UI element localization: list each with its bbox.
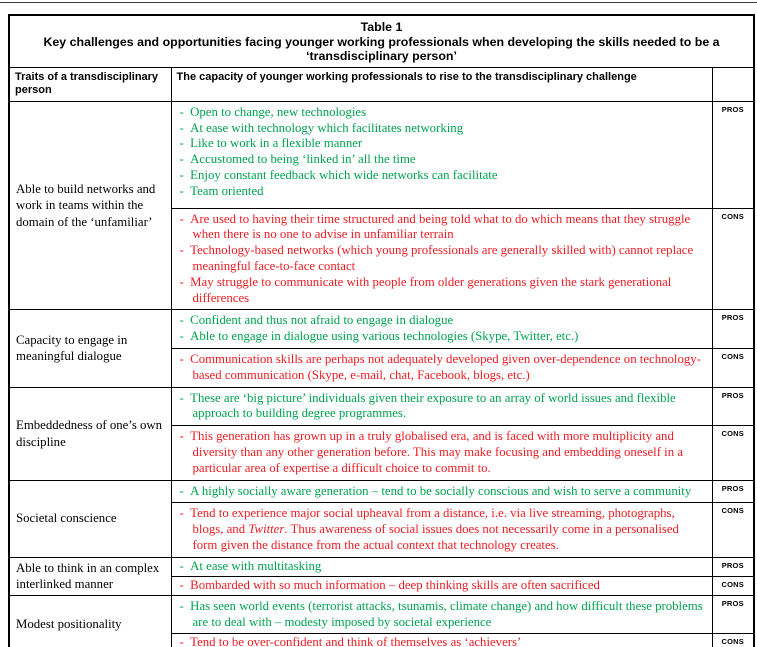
pros-badge: PROS xyxy=(712,101,754,208)
pros-cell xyxy=(171,310,712,349)
list-item: - Accustomed to being ‘linked in’ all the time xyxy=(180,152,707,168)
cons-cell xyxy=(171,208,712,310)
pros-cell xyxy=(171,557,712,576)
cons-badge: CONS xyxy=(712,576,754,595)
list-item: - At ease with technology which facilitates networking xyxy=(180,121,707,137)
list-item: - These are ‘big picture’ individuals given their exposure to an array of world issues and flexible approach to building degree programmes. xyxy=(180,391,707,423)
cons-cell xyxy=(171,348,712,387)
table-row xyxy=(9,310,754,349)
trait-cell: Able to build networks and work in teams within the domain of the ‘unfamiliar’ xyxy=(9,101,171,310)
trait-cell: Embeddedness of one’s own discipline xyxy=(9,387,171,480)
list-item: - At ease with multitasking xyxy=(180,559,707,575)
cons-badge: CONS xyxy=(712,426,754,480)
trait-cell: Able to think in an complex interlinked manner xyxy=(9,557,171,595)
list-item: - Bombarded with so much information – deep thinking skills are often sacrificed xyxy=(180,578,707,594)
cons-cell xyxy=(171,503,712,557)
pros-badge: PROS xyxy=(712,387,754,426)
column-header-empty xyxy=(712,67,754,101)
cons-badge: CONS xyxy=(712,208,754,310)
list-item: - Like to work in a flexible manner xyxy=(180,136,707,152)
pros-cell xyxy=(171,101,712,208)
list-item: - Tend to be over-confident and think of themselves as ‘achievers’ xyxy=(180,635,707,647)
list-item: - Open to change, new technologies xyxy=(180,105,707,121)
list-item: - Has seen world events (terrorist attacks, tsunamis, climate change) and how difficult these problems are to deal with – modesty imposed by societal experience xyxy=(180,599,707,631)
list-item-text: Tend to experience major social upheaval from a distance, i.e. via live streaming, photographs, blogs, and xyxy=(190,506,675,537)
list-item: - This generation has grown up in a truly globalised era, and is faced with more multiplicity and diversity than any other generation before. This may make focusing and embedding oneself in a particular area of expertise a difficult choice to commit to. xyxy=(180,429,707,476)
trait-cell: Modest positionality xyxy=(9,595,171,647)
trait-cell: Societal conscience xyxy=(9,480,171,557)
pros-badge: PROS xyxy=(712,480,754,503)
list-item: - Communication skills are perhaps not adequately developed given over-dependence on technology-based communication (Skype, e-mail, chat, Facebook, blogs, etc.) xyxy=(180,352,707,384)
table-title-row xyxy=(9,15,754,67)
column-header-row xyxy=(9,67,754,101)
pros-cell xyxy=(171,480,712,503)
list-item: - Are used to having their time structured and being told what to do which means that they struggle when there is no one to advise in unfamiliar terrain xyxy=(180,212,707,244)
list-item: - Confident and thus not afraid to engage in dialogue xyxy=(180,313,707,329)
pros-cell xyxy=(171,595,712,634)
cons-cell xyxy=(171,426,712,480)
table-1 xyxy=(8,14,755,647)
table-title-cell xyxy=(9,15,754,67)
table-row xyxy=(9,480,754,503)
pros-badge: PROS xyxy=(712,557,754,576)
cons-cell xyxy=(171,634,712,647)
cons-badge: CONS xyxy=(712,348,754,387)
table-row xyxy=(9,387,754,426)
table-row xyxy=(9,101,754,208)
list-item: - Enjoy constant feedback which wide networks can facilitate xyxy=(180,168,707,184)
column-header-traits: Traits of a transdisciplinary person xyxy=(9,67,171,101)
column-header-capacity: The capacity of younger working professionals to rise to the transdisciplinary challenge xyxy=(171,67,712,101)
list-item-italic-text: Twitter xyxy=(248,522,285,537)
pros-badge: PROS xyxy=(712,595,754,634)
list-item xyxy=(180,506,707,553)
pros-cell xyxy=(171,387,712,426)
cons-badge: CONS xyxy=(712,634,754,647)
table-row xyxy=(9,595,754,634)
list-item: - Team oriented xyxy=(180,184,707,200)
list-item: - A highly socially aware generation – tend to be socially conscious and wish to serve a community xyxy=(180,484,707,500)
table-row xyxy=(9,557,754,576)
trait-cell: Capacity to engage in meaningful dialogue xyxy=(9,310,171,387)
list-item: - Technology-based networks (which young professionals are generally skilled with) cannot replace meaningful face-to-face contact xyxy=(180,243,707,275)
list-item: - Able to engage in dialogue using various technologies (Skype, Twitter, etc.) xyxy=(180,329,707,345)
cons-badge: CONS xyxy=(712,503,754,557)
table-number: Table 1 xyxy=(360,20,403,34)
list-item-text: . Thus awareness of social issues does not necessarily come in a personalised form given the distance from the actual context that technology creates. xyxy=(192,522,679,552)
page-top-rule xyxy=(0,2,757,3)
table-caption: Key challenges and opportunities facing younger working professionals when developing the skills needed to be a ‘transdisciplinary person’ xyxy=(43,34,720,64)
pros-badge: PROS xyxy=(712,310,754,349)
cons-cell xyxy=(171,576,712,595)
list-item: - May struggle to communicate with people from older generations given the stark generational differences xyxy=(180,275,707,307)
